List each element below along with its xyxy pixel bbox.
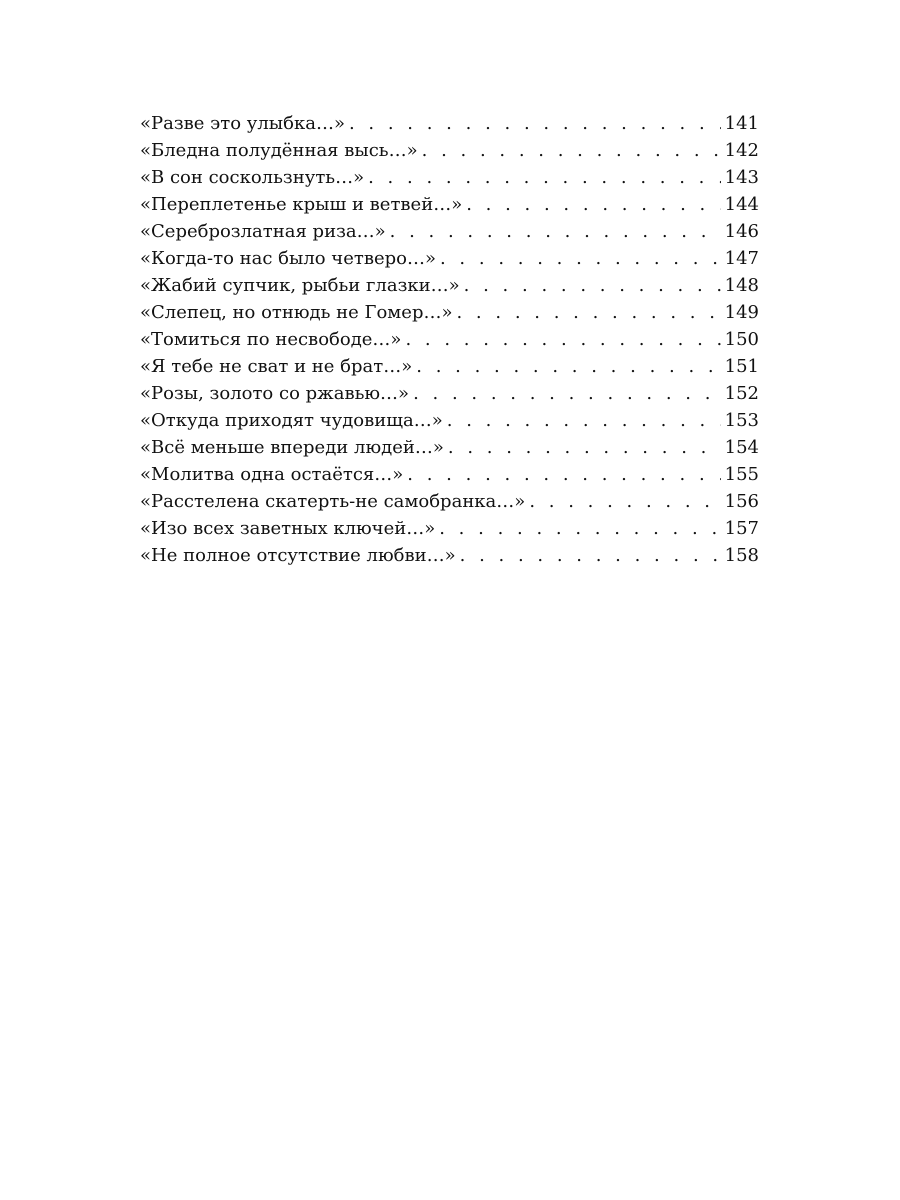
toc-entry-page-number: 154: [724, 437, 759, 458]
toc-entry-page-number: 152: [724, 383, 759, 404]
toc-entry-title: «Не полное отсутствие любви…»: [140, 545, 456, 566]
toc-entry-page-number: 155: [724, 464, 759, 485]
toc-entry-title: «Розы, золото со ржавью…»: [140, 383, 410, 404]
dot-leader: [349, 110, 721, 137]
dot-leader: [529, 488, 720, 515]
dot-leader: [464, 272, 721, 299]
toc-entry-page-number: 157: [724, 518, 759, 539]
dot-leader: [448, 434, 721, 461]
toc-entry-title: «Слепец, но отнюдь не Гомер…»: [140, 302, 453, 323]
toc-entry-title: «Всё меньше впереди людей…»: [140, 437, 444, 458]
toc-entry: [140, 380, 759, 407]
dot-leader: [413, 380, 721, 407]
toc-entry-title: «Разве это улыбка…»: [140, 113, 345, 134]
toc-entry-title: «Расстелена скатерть-не самобранка…»: [140, 491, 526, 512]
dot-leader: [390, 218, 721, 245]
toc-entry-page-number: 146: [724, 221, 759, 242]
toc-entry: [140, 488, 759, 515]
toc-entry: [140, 137, 759, 164]
toc-entry-title: «Когда-то нас было четверо…»: [140, 248, 436, 269]
toc-entry-page-number: 144: [724, 194, 759, 215]
toc-entry-title: «Изо всех заветных ключей…»: [140, 518, 436, 539]
dot-leader: [416, 353, 720, 380]
toc-entry-title: «Томиться по несвободе…»: [140, 329, 402, 350]
toc-entry-page-number: 142: [724, 140, 759, 161]
toc-entry-title: «Переплетенье крыш и ветвей…»: [140, 194, 463, 215]
toc-entry: [140, 164, 759, 191]
toc-entry: [140, 326, 759, 353]
toc-entry: [140, 272, 759, 299]
toc-entry: [140, 191, 759, 218]
dot-leader: [456, 299, 720, 326]
toc-entry-page-number: 149: [724, 302, 759, 323]
table-of-contents: [140, 110, 759, 569]
toc-entry: [140, 299, 759, 326]
toc-entry: [140, 542, 759, 569]
dot-leader: [440, 245, 721, 272]
toc-entry-page-number: 147: [724, 248, 759, 269]
toc-entry: [140, 407, 759, 434]
dot-leader: [460, 542, 721, 569]
toc-entry: [140, 110, 759, 137]
dot-leader: [405, 326, 720, 353]
dot-leader: [407, 461, 720, 488]
toc-entry-page-number: 141: [724, 113, 759, 134]
dot-leader: [447, 407, 721, 434]
toc-entry: [140, 218, 759, 245]
toc-entry-page-number: 150: [724, 329, 759, 350]
toc-entry-page-number: 158: [724, 545, 759, 566]
toc-entry-page-number: 148: [724, 275, 759, 296]
toc-entry-page-number: 151: [724, 356, 759, 377]
dot-leader: [439, 515, 720, 542]
toc-entry-page-number: 143: [724, 167, 759, 188]
toc-entry-title: «Бледна полудённая высь…»: [140, 140, 418, 161]
dot-leader: [466, 191, 720, 218]
toc-entry-title: «В сон соскользнуть…»: [140, 167, 365, 188]
toc-entry-page-number: 156: [724, 491, 759, 512]
dot-leader: [368, 164, 721, 191]
toc-entry: [140, 245, 759, 272]
toc-entry-title: «Жабий супчик, рыбьи глазки…»: [140, 275, 460, 296]
toc-entry-page-number: 153: [724, 410, 759, 431]
toc-entry: [140, 434, 759, 461]
toc-entry: [140, 515, 759, 542]
toc-entry: [140, 461, 759, 488]
toc-entry-title: «Я тебе не сват и не брат…»: [140, 356, 413, 377]
dot-leader: [422, 137, 721, 164]
toc-entry-title: «Сереброзлатная риза…»: [140, 221, 386, 242]
toc-entry: [140, 353, 759, 380]
toc-entry-title: «Молитва одна остаётся…»: [140, 464, 404, 485]
toc-entry-title: «Откуда приходят чудовища…»: [140, 410, 443, 431]
